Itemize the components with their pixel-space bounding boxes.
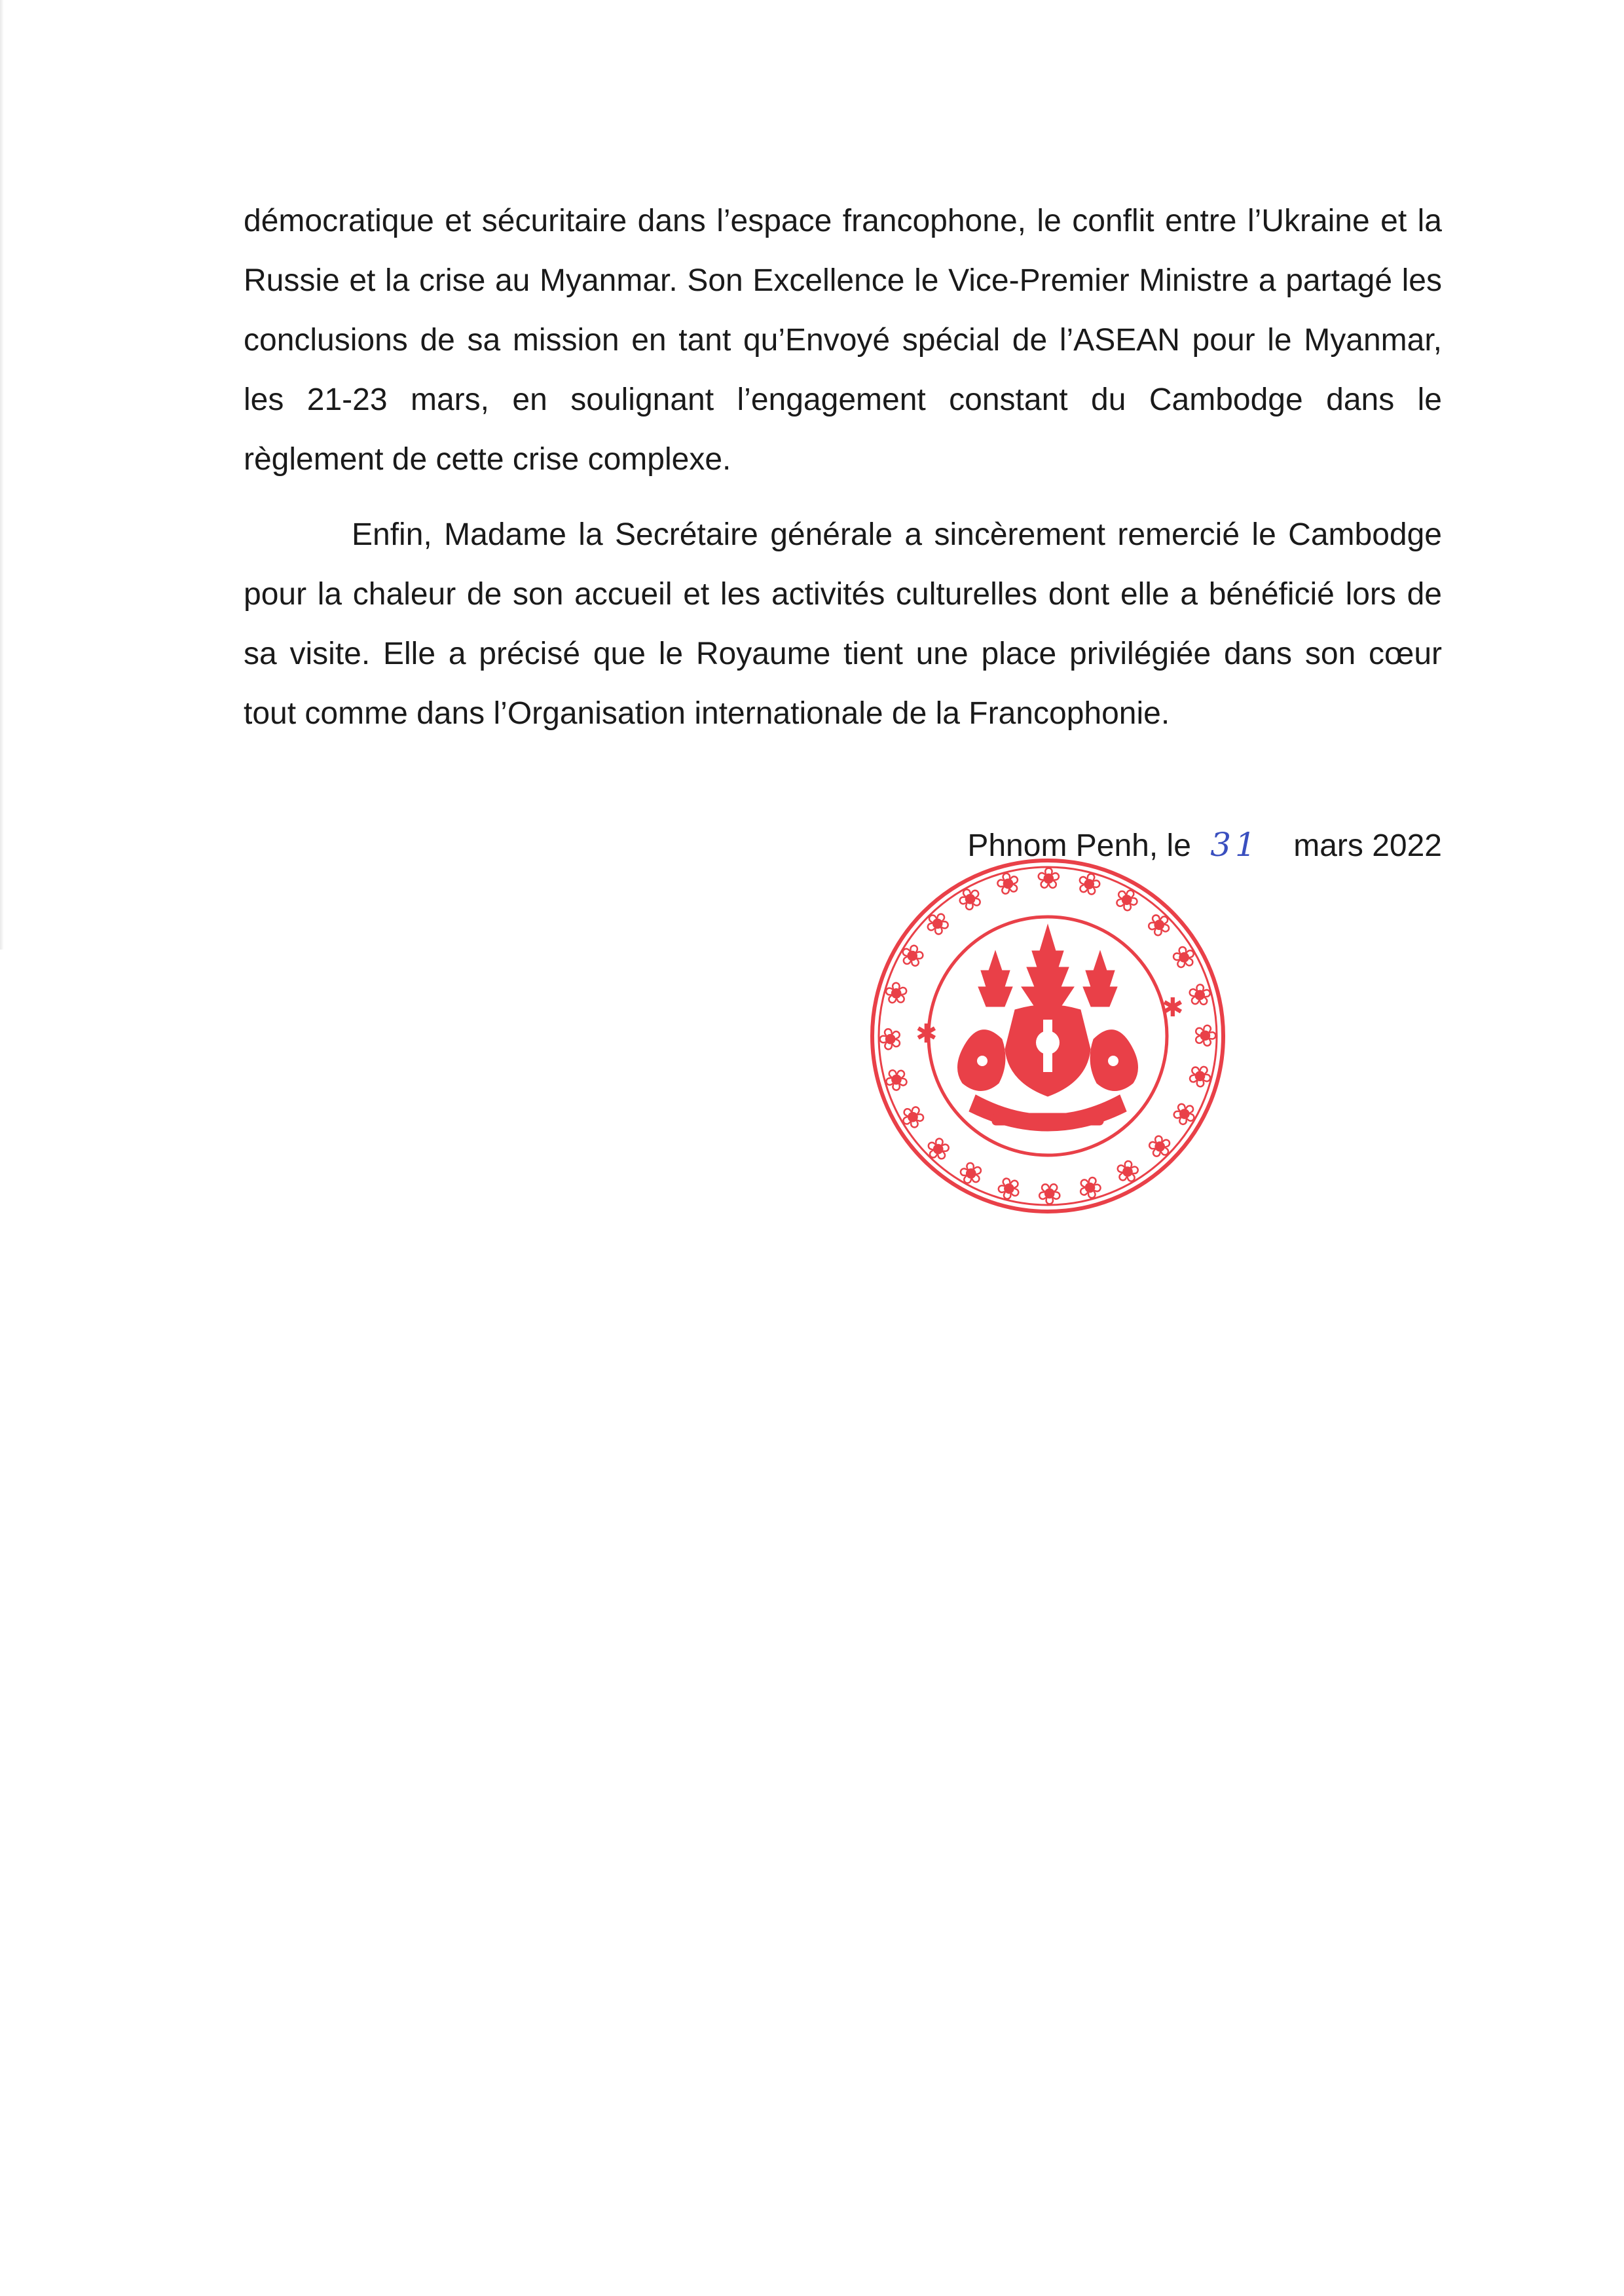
- svg-text:✱: ✱: [1162, 993, 1184, 1023]
- seal-icon: [864, 853, 1231, 1219]
- document-body: [244, 191, 1442, 743]
- paragraph-2: Enfin, Madame la Secrétaire générale a sincèrement remercié le Cambodge pour la chaleur de son accueil et les activités culturelles dont elle a bénéficié lors de sa visite. Elle a précisé que le Royaume tient une place privilégiée dans son cœur tout comme dans l’Organisation internationale de la Francophonie.: [244, 517, 1442, 731]
- svg-text:✱: ✱: [915, 1019, 938, 1049]
- date-place-prefix: Phnom Penh, le: [967, 828, 1191, 863]
- svg-text:❀ ❀ ❀ ❀ ❀ ❀ ❀ ❀ ❀ ❀ ❀ ❀ ❀ ❀ ❀: ❀ ❀ ❀ ❀ ❀ ❀ ❀ ❀ ❀ ❀ ❀ ❀ ❀ ❀ ❀ ❀ ❀ ❀ ❀ ❀ ❀ ❀ ❀ ❀: [872, 860, 1224, 1212]
- handwritten-day: 31: [1210, 826, 1260, 864]
- official-seal-stamp: [864, 853, 1231, 1219]
- scan-edge-shadow: [0, 0, 4, 950]
- date-month-year: mars 2022: [1293, 828, 1442, 863]
- paragraph-1: démocratique et sécuritaire dans l’espace francophone, le conflit entre l’Ukraine et la Russie et la crise au Myanmar. Son Excellence le Vice-Premier Ministre a partagé les conclusions de sa mission en tant qu’Envoyé spécial de l’ASEAN pour le Myanmar, les 21-23 mars, en soulignant l’engagement constant du Cambodge dans le règlement de cette crise complexe.: [244, 204, 1442, 477]
